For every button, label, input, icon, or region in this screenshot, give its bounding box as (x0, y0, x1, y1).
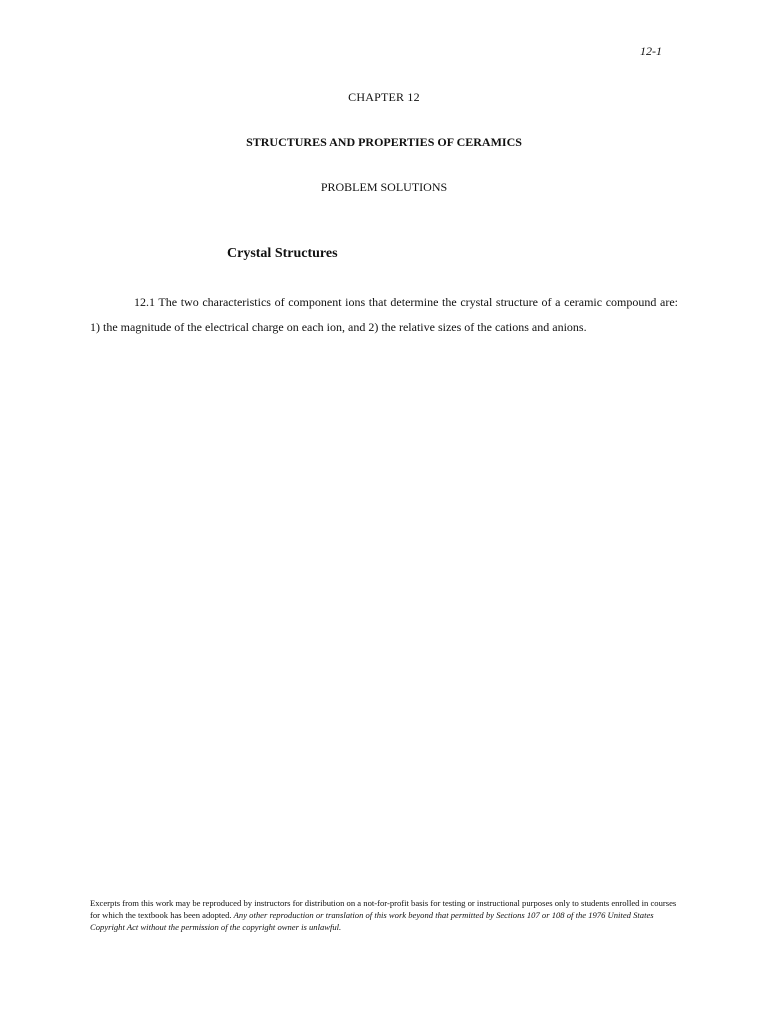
page-number: 12-1 (640, 44, 662, 58)
copyright-footer (90, 897, 680, 933)
chapter-subtitle: PROBLEM SOLUTIONS (320, 180, 448, 194)
chapter-title: STRUCTURES AND PROPERTIES OF CERAMICS (246, 135, 522, 149)
chapter-label: CHAPTER 12 (348, 90, 420, 104)
problem-solution-12-1: 12.1 The two characteristics of component ions that determine the crystal structure of a ceramic compound are: 1) the magnitude of the electrical charge on each ion, and 2) the relative sizes of the cations and anions. (90, 295, 678, 334)
footer-normal-text: Excerpts from this work may be reproduced by instructors for distribution on a not-for-profit basis for testing or instructional purposes only to students enrolled in courses for which the textbook has been adopted. (90, 898, 677, 920)
section-heading: Crystal Structures (227, 246, 338, 261)
footer-italic-text: Any other reproduction or translation of this work beyond that permitted by Sections 107 or 108 of the 1976 United States Copyright Act without the permission of the copyright owner is unlawful. (90, 910, 654, 932)
